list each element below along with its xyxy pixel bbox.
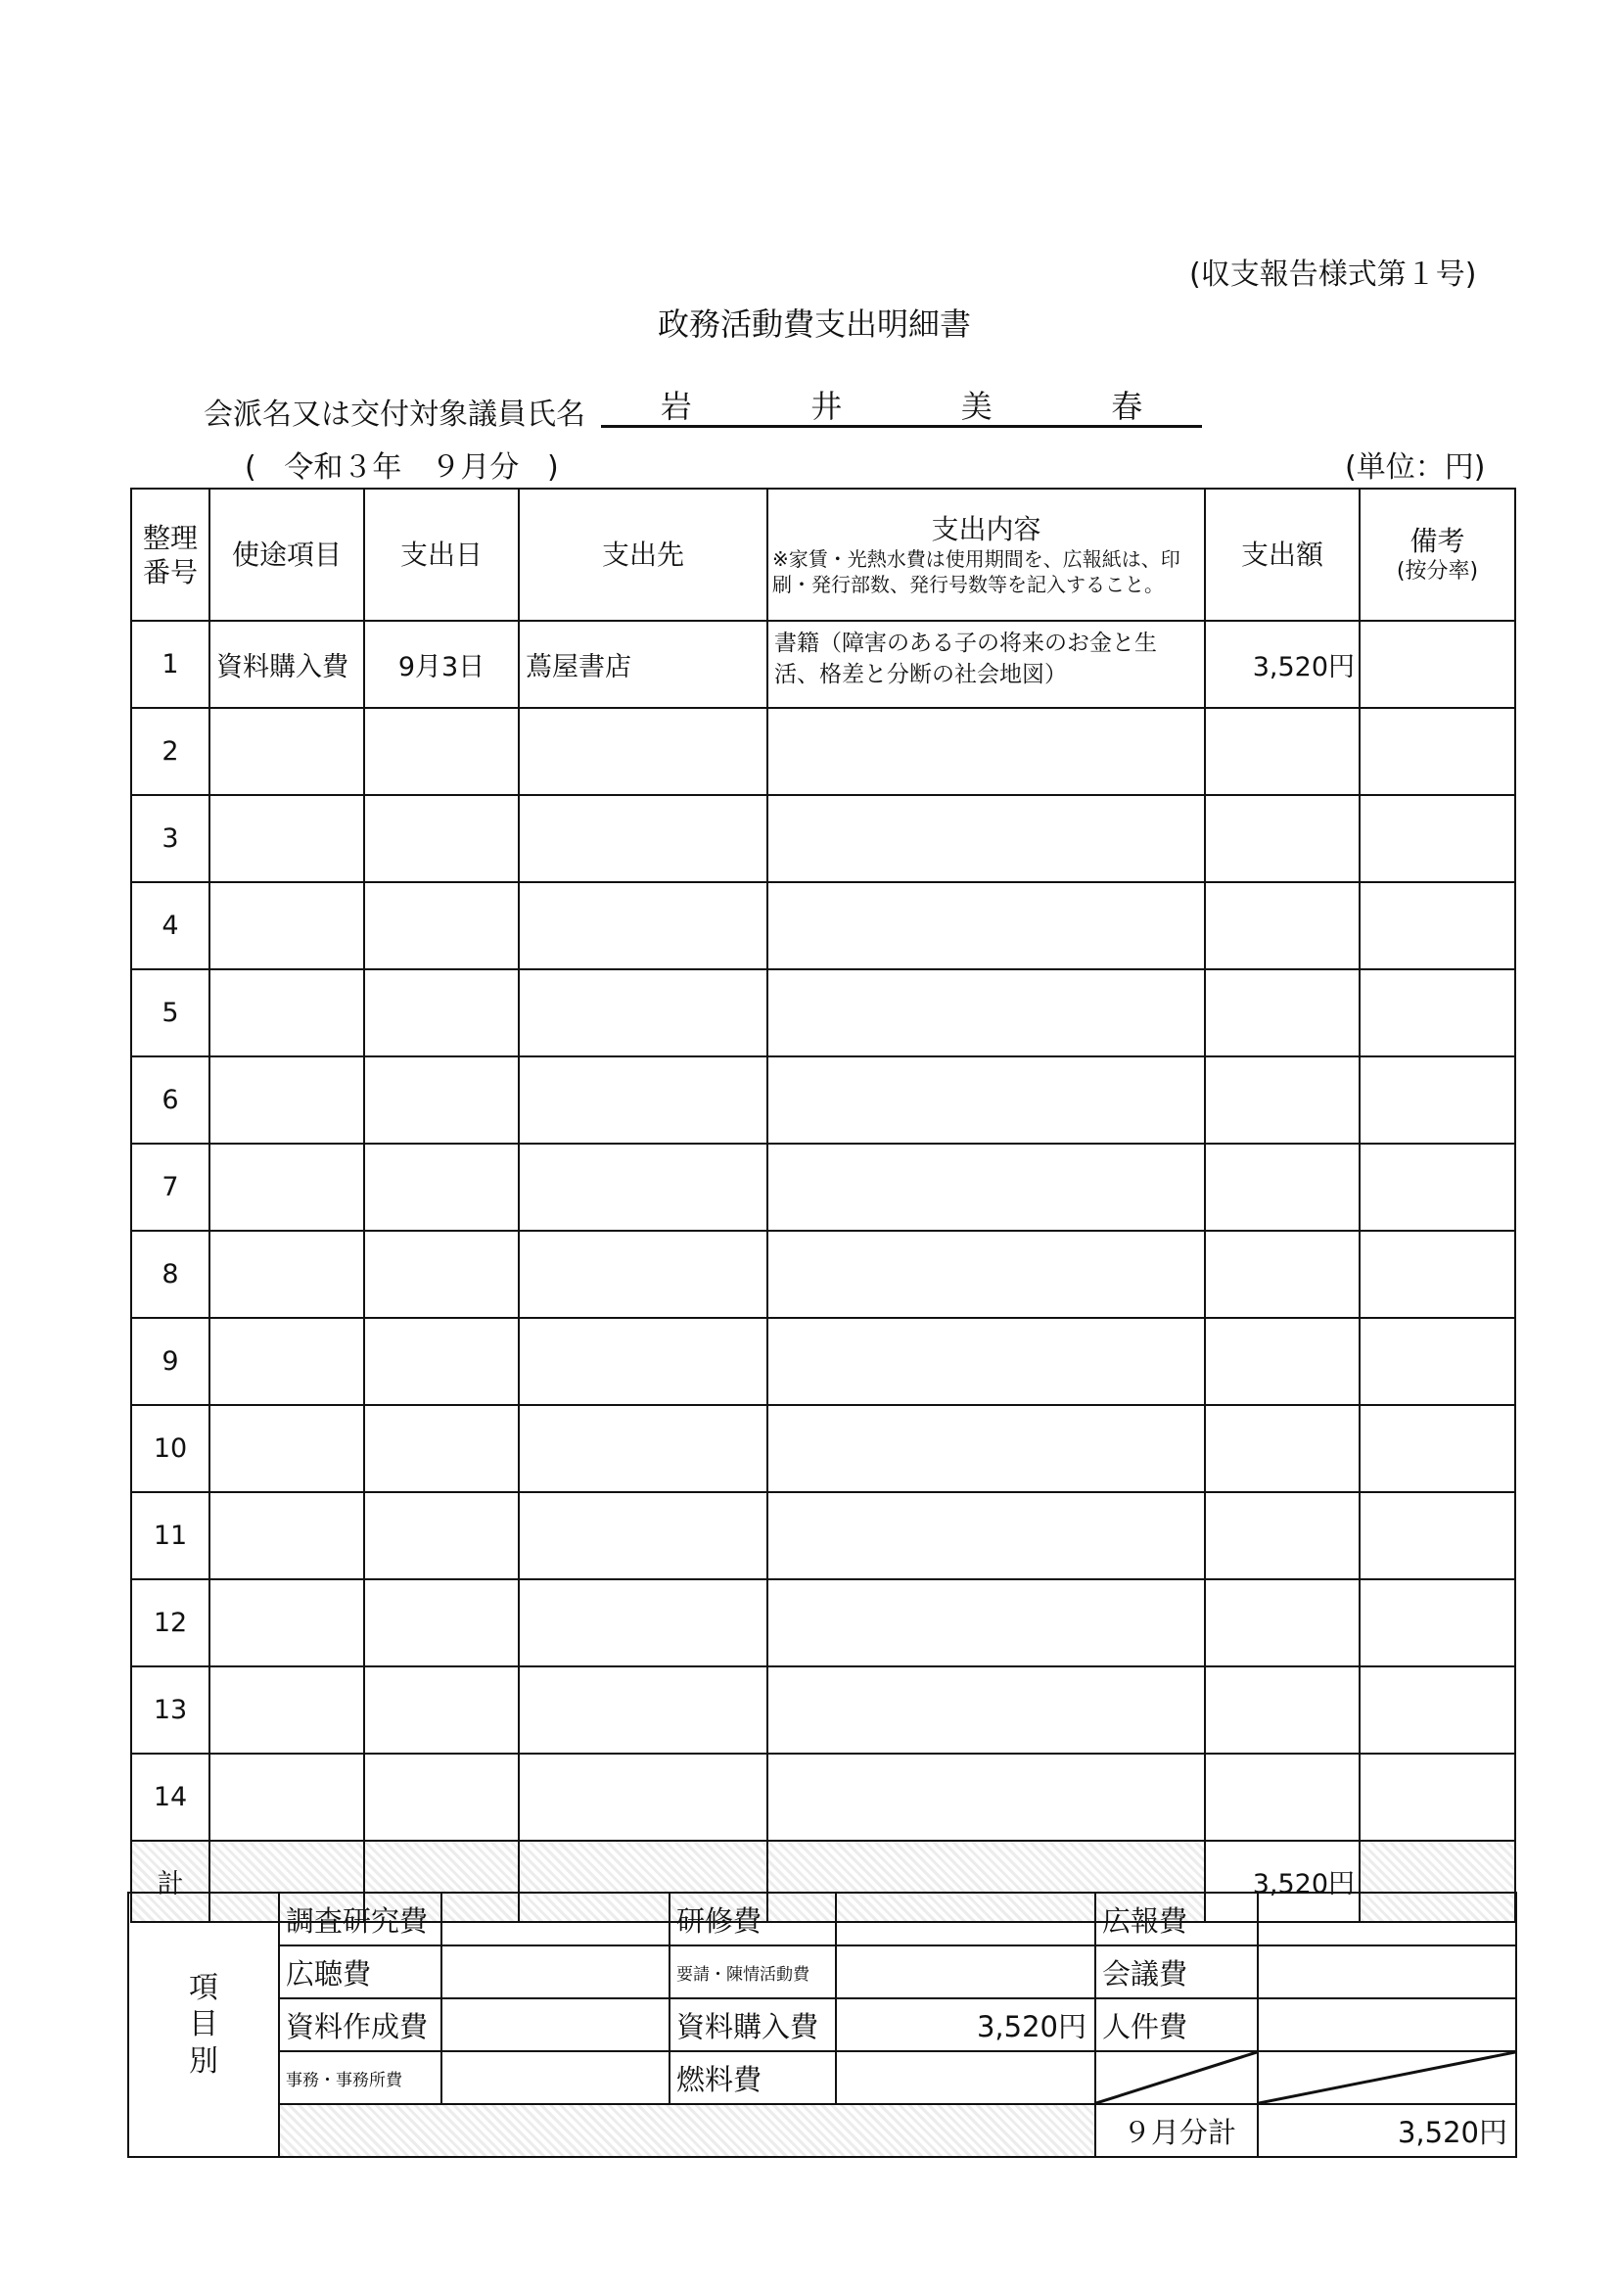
row-content: 書籍（障害のある子の将来のお金と生活、格差と分断の社会地図） [767,621,1205,708]
row-amount [1205,1754,1360,1841]
unit-label: (単位：円) [1345,450,1486,485]
row-remarks [1360,1231,1515,1318]
row-payee [519,882,767,969]
member-name-char: 春 [1111,388,1143,425]
struck-out-cell [1258,2051,1516,2104]
total-label: 計 [131,1841,209,1922]
row-date [364,1056,519,1144]
row-amount [1205,1056,1360,1144]
summary-label: 広聴費 [279,1945,441,1998]
row-date [364,1405,519,1492]
row-remarks [1360,708,1515,795]
row-content [767,1231,1205,1318]
summary-label: 会議費 [1095,1945,1258,1998]
row-amount [1205,969,1360,1056]
table-row [131,708,1515,795]
row-use-item [209,795,364,882]
summary-value [836,1945,1095,1998]
row-remarks [1360,1579,1515,1666]
summary-label: 事務・事務所費 [279,2051,441,2104]
row-use-item [209,1231,364,1318]
summary-row [128,2051,1516,2104]
summary-label: 調査研究費 [279,1893,441,1945]
table-row [131,1666,1515,1754]
row-payee [519,1405,767,1492]
summary-value [441,1893,670,1945]
summary-value: 3,520円 [836,1998,1095,2051]
row-date: 9月3日 [364,621,519,708]
row-content [767,1754,1205,1841]
row-content [767,882,1205,969]
table-row [131,1056,1515,1144]
row-content [767,1405,1205,1492]
table-row [131,882,1515,969]
table-row [131,795,1515,882]
row-use-item [209,882,364,969]
header-content [767,489,1205,621]
header-remarks [1360,489,1515,621]
row-date [364,1754,519,1841]
row-use-item [209,1579,364,1666]
row-date [364,1579,519,1666]
month-total-label: ９月分計 [1095,2104,1258,2157]
summary-row [128,1945,1516,1998]
row-number: 6 [131,1056,209,1144]
row-content [767,1492,1205,1579]
row-content [767,1318,1205,1405]
row-number: 3 [131,795,209,882]
summary-label: 人件費 [1095,1998,1258,2051]
side-char: 項 [189,1970,218,2005]
member-name-field [601,380,1202,428]
summary-label: 広報費 [1095,1893,1258,1945]
row-date [364,1666,519,1754]
summary-blank [279,2104,1095,2157]
month-total-value: 3,520円 [1258,2104,1516,2157]
header-content-title: 支出内容 [931,513,1041,545]
table-row [131,1144,1515,1231]
row-date [364,1492,519,1579]
header-remarks-sub: (按分率) [1396,559,1479,585]
period-open: ( [245,450,256,485]
row-use-item [209,969,364,1056]
header-content-note: ※家賃・光熱水費は使用期間を、広報紙は、印刷・発行部数、発行号数等を記入すること。 [772,547,1180,596]
member-name-char: 井 [810,388,843,425]
row-amount [1205,1231,1360,1318]
summary-label: 要請・陳情活動費 [670,1945,836,1998]
row-remarks [1360,621,1515,708]
row-amount [1205,795,1360,882]
summary-row [128,1893,1516,1945]
table-row [131,1231,1515,1318]
row-amount [1205,708,1360,795]
row-payee [519,1056,767,1144]
row-remarks [1360,1405,1515,1492]
row-use-item [209,1318,364,1405]
summary-value [441,2051,670,2104]
row-payee [519,795,767,882]
table-header-row [131,489,1515,621]
header-date: 支出日 [364,489,519,621]
row-payee [519,1754,767,1841]
period-close: ) [546,450,559,485]
row-number: 4 [131,882,209,969]
row-content [767,708,1205,795]
row-number: 2 [131,708,209,795]
row-number: 11 [131,1492,209,1579]
row-content [767,1579,1205,1666]
row-payee [519,708,767,795]
row-content [767,969,1205,1056]
row-date [364,708,519,795]
member-name-char: 岩 [660,388,692,425]
row-use-item [209,1144,364,1231]
row-payee [519,1492,767,1579]
row-number: 7 [131,1144,209,1231]
row-number: 5 [131,969,209,1056]
period-text: 令和３年 ９月分 [284,450,520,485]
period [245,443,559,486]
side-char: 目 [189,2007,218,2042]
expense-detail-table [130,488,1516,1923]
row-amount [1205,1405,1360,1492]
row-use-item [209,1405,364,1492]
summary-label: 資料購入費 [670,1998,836,2051]
table-row [131,969,1515,1056]
row-number: 10 [131,1405,209,1492]
row-date [364,795,519,882]
row-content [767,1056,1205,1144]
row-date [364,1318,519,1405]
table-row [131,1754,1515,1841]
side-char: 別 [189,2043,218,2079]
summary-label: 研修費 [670,1893,836,1945]
row-remarks [1360,1492,1515,1579]
table-row [131,1579,1515,1666]
member-name-label: 会派名又は交付対象議員氏名 [204,398,585,432]
row-amount [1205,882,1360,969]
table-row [131,621,1515,708]
row-use-item [209,1754,364,1841]
row-content [767,1666,1205,1754]
row-date [364,1231,519,1318]
summary-value [836,1893,1095,1945]
row-remarks [1360,969,1515,1056]
summary-value [441,1945,670,1998]
row-remarks [1360,1754,1515,1841]
row-date [364,969,519,1056]
row-payee [519,1666,767,1754]
summary-value [441,1998,670,2051]
row-payee: 蔦屋書店 [519,621,767,708]
row-payee [519,1318,767,1405]
row-content [767,1144,1205,1231]
row-remarks [1360,1144,1515,1231]
row-amount: 3,520円 [1205,621,1360,708]
header-amount: 支出額 [1205,489,1360,621]
row-amount [1205,1579,1360,1666]
header-payee: 支出先 [519,489,767,621]
summary-value [1258,1945,1516,1998]
row-remarks [1360,1056,1515,1144]
summary-row [128,1998,1516,2051]
member-name-char: 美 [960,388,993,425]
row-number: 14 [131,1754,209,1841]
document-title: 政務活動費支出明細書 [658,305,972,343]
header-use-item: 使途項目 [209,489,364,621]
table-row [131,1318,1515,1405]
row-number: 1 [131,621,209,708]
row-remarks [1360,882,1515,969]
row-amount [1205,1144,1360,1231]
row-payee [519,1144,767,1231]
summary-label: 資料作成費 [279,1998,441,2051]
row-amount [1205,1492,1360,1579]
row-date [364,1144,519,1231]
header-number: 整理番号 [131,489,209,621]
diagonal-strike-icon [1096,2052,1257,2103]
row-remarks [1360,1318,1515,1405]
summary-total-row [128,2104,1516,2157]
summary-value [1258,1893,1516,1945]
row-amount [1205,1318,1360,1405]
row-use-item [209,1666,364,1754]
row-amount [1205,1666,1360,1754]
row-use-item: 資料購入費 [209,621,364,708]
row-number: 9 [131,1318,209,1405]
table-row [131,1405,1515,1492]
row-number: 13 [131,1666,209,1754]
row-payee [519,969,767,1056]
row-use-item [209,1492,364,1579]
diagonal-strike-icon [1259,2052,1515,2103]
row-remarks [1360,1666,1515,1754]
total-amount: 3,520円 [1205,1841,1360,1922]
row-use-item [209,1056,364,1144]
summary-value [1258,1998,1516,2051]
row-content [767,795,1205,882]
row-payee [519,1231,767,1318]
header-remarks-title: 備考 [1409,525,1465,558]
row-date [364,882,519,969]
summary-label: 燃料費 [670,2051,836,2104]
row-payee [519,1579,767,1666]
category-side-label [128,1893,279,2157]
table-row [131,1492,1515,1579]
row-use-item [209,708,364,795]
row-number: 12 [131,1579,209,1666]
summary-value [836,2051,1095,2104]
struck-out-cell [1095,2051,1258,2104]
category-summary-table [127,1892,1517,2158]
form-number: (収支報告様式第１号) [1189,258,1477,292]
row-number: 8 [131,1231,209,1318]
row-remarks [1360,795,1515,882]
